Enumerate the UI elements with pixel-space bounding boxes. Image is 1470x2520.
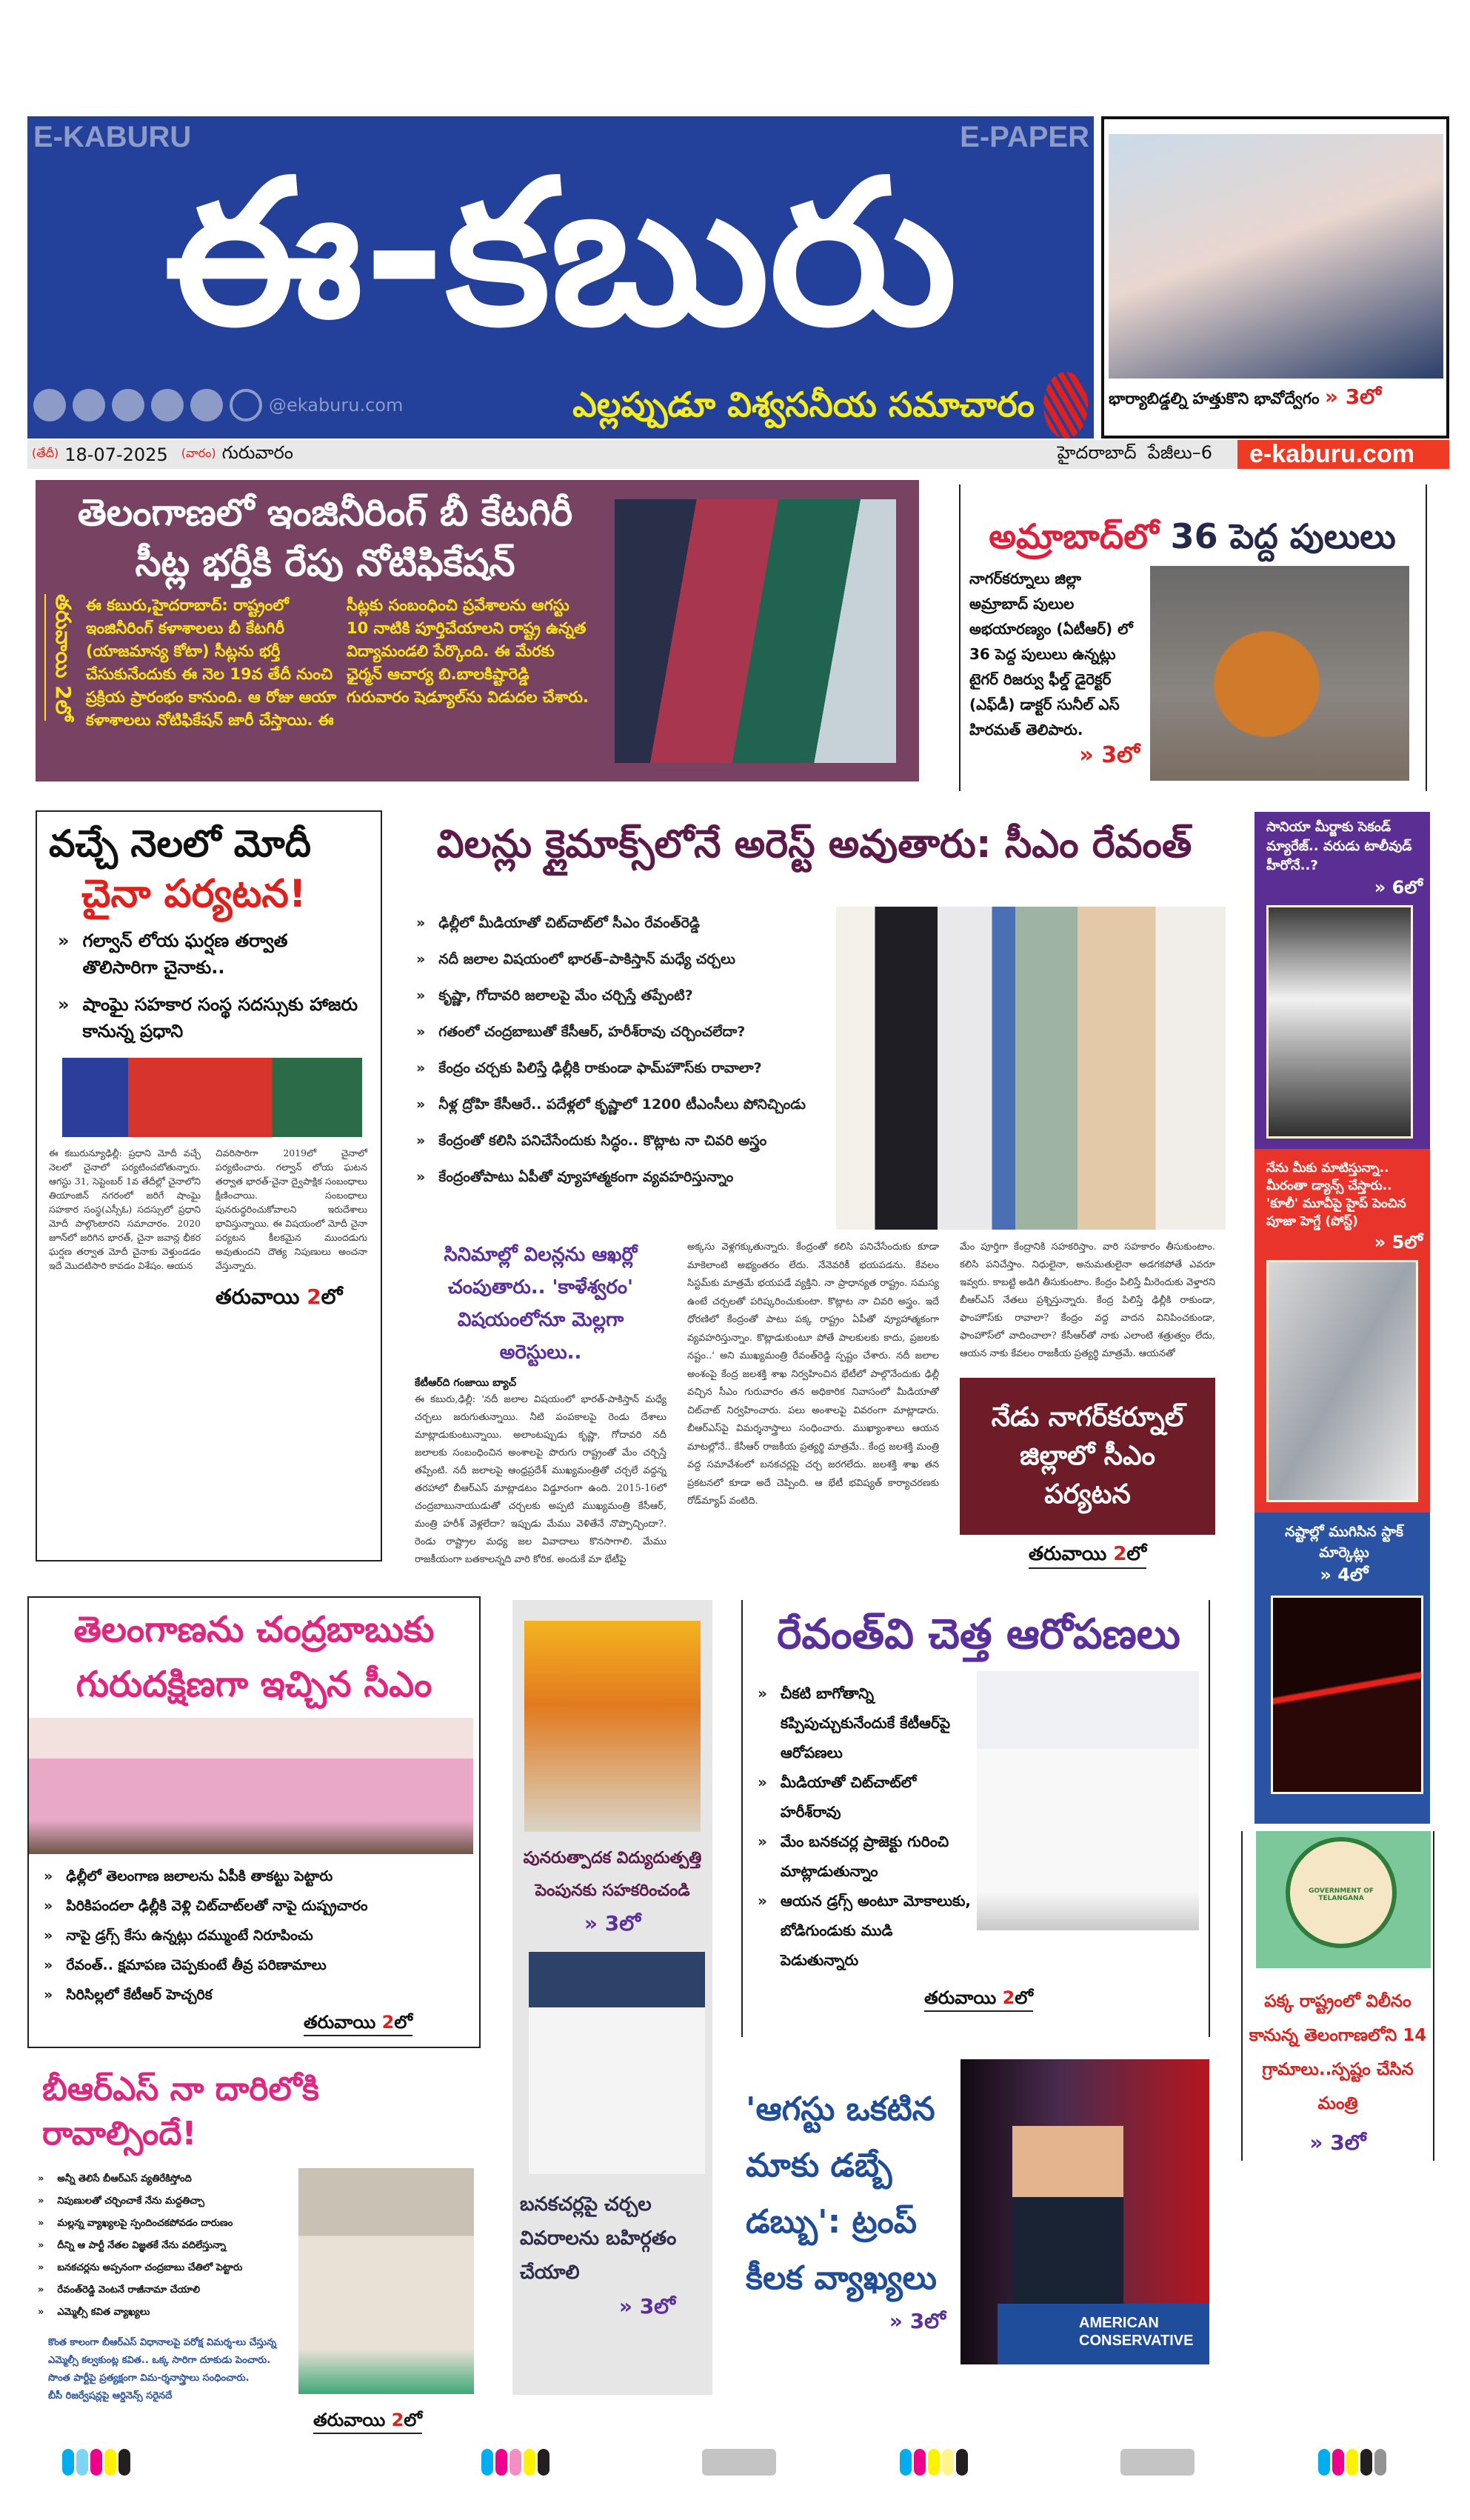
kavitha-continued: తరువాయి 2లో xyxy=(313,2407,422,2434)
bullet-item: » నిపుణులతో చర్చించాకే నేను మద్దతిచ్చా xyxy=(38,2196,205,2207)
day-label: (వారం) xyxy=(181,446,216,460)
top-photo-box xyxy=(1101,116,1449,439)
left-region xyxy=(27,810,1226,2434)
government-seal-icon: GOVERNMENT OF TELANGANA xyxy=(1286,1837,1397,1948)
globe-icon[interactable] xyxy=(230,389,262,421)
twitter-icon[interactable] xyxy=(73,389,105,421)
engineering-continued: తరువాయి 2లో xyxy=(44,594,77,721)
bullet-item: » బనకచర్లను అప్పనంగా చంద్రబాబు చేతిలో పెట్టారు xyxy=(38,2262,243,2273)
trump-more-link[interactable]: » 3లో xyxy=(889,2309,946,2333)
date-bar xyxy=(27,440,1449,469)
tigers-body: నాగర్‌కర్నూలు జిల్లా అమ్రాబాద్ పులుల అభయారణ్యం (ఏటీఆర్) లో 36 పెద్ద పులులు ఉన్నట్లు టైగర్ రిజర్వు ఫీల్డ్ డైరెక్టర్ (ఎఫ్‌డీ) డాక్టర్ సునీల్ ఎస్ హిరమత్ తెలిపారు. xyxy=(969,570,1133,739)
day: గురువారం xyxy=(221,441,293,463)
bullet-item: » కృష్ణా, గోదావరి జలాలపై మేం చర్చిస్తే తప్పేంటి? xyxy=(416,987,693,1004)
telangana-text: పక్క రాష్ట్రంలో విలీనం కానున్న తెలంగాణలోని 14 గ్రామాలు..స్పష్టం చేసిన మంత్రి xyxy=(1249,1992,1427,2113)
modi-continued: తరువాయి 2లో xyxy=(216,1284,343,1309)
tigers-story xyxy=(959,484,1427,791)
sanjay-story[interactable]: బనకచర్లపై చర్చల వివరాలను బహిర్గతం చేయాలి » 3లో xyxy=(520,2193,677,2319)
revanth-col1: ఈ కబురు,ఢిల్లీ: 'నదీ జలాల విషయంలో భారత్-పాకిస్తాన్ మధ్యే చర్చలు జరుగుతున్నాయి. నీటి పంపకాలపై రెండు దేశాలు మాట్లాడుకుంటున్నాయి. అలాంటప్పుడు కృష్ణా, గోదావరి నదీ జలాలకు సంబంధించిన అంశాలపై పొరుగు రాష్ట్రంతో మేం చర్చిస్తే తప్పేంటి. నదీ జలాలపై ఆంధ్రప్రదేశ్ ముఖ్యమంత్రితో చర్చలే వద్దన్న తరహాలో బీఆర్ఎస్ మాట్లాడటం విడ్డూరంగా ఉంది. 2015-16లో చంద్రబాబునాయుడుతో చర్చలకు అప్పటి ముఖ్యమంత్రి కేసీఆర్, మంత్రి హరీశ్ వెళ్లలేదా? ఇప్పుడు మేము వెళితేనే నొప్పొచ్చిందా?. రెండు రాష్ట్రాల మధ్య జల వివాదాలు కొనసాగాలి. మేము రాజకీయంగా బతకాలన్నది వారి కోరిక. అందుకే మా భేటీపై xyxy=(415,1394,666,1565)
date: 18-07-2025 xyxy=(64,444,168,465)
bullet-item: » నీళ్ల ద్రోహి కేసీఆరే.. పదేళ్లలో కృష్ణాలో 1200 టీఎంసీలు పోనిచ్చిండు xyxy=(416,1096,806,1113)
right-column xyxy=(1241,810,1434,2161)
bullet-item: » మీడియాతో చిట్‌చాట్‌లో హరీశ్‌రావు xyxy=(758,1773,917,1821)
top-photo-more-link[interactable]: » 3లో xyxy=(1324,384,1381,409)
youtube-icon[interactable] xyxy=(151,389,184,421)
instagram-icon[interactable] xyxy=(190,389,223,421)
telangana-story xyxy=(1241,1831,1434,2161)
harish-headline: రేవంత్‌వి చెత్త ఆరోపణలు xyxy=(777,1610,1180,1659)
telangana-more-link[interactable]: » 3లో xyxy=(1309,2130,1366,2155)
logo-swirl-icon xyxy=(1043,372,1088,439)
masthead-title: ఈ-కబురు xyxy=(164,136,958,370)
color-bar xyxy=(1318,2449,1389,2479)
color-bar xyxy=(900,2449,970,2479)
social-icons xyxy=(33,389,403,421)
sanjay-photo xyxy=(529,1952,705,2174)
modi-headline-1: వచ్చే నెలలో మోదీ xyxy=(49,822,312,865)
sidebar-item-market[interactable]: నష్టాల్లో ముగిసిన స్టాక్ మార్కెట్లు » 4లో xyxy=(1285,1524,1403,1585)
brand-en: E-KABURU xyxy=(33,121,192,153)
top-photo-caption: భార్యాబిడ్డల్ని హత్తుకొని భావోద్వేగం xyxy=(1109,390,1320,407)
color-bar xyxy=(481,2449,552,2479)
revanth-bullets xyxy=(403,907,830,1187)
revanth-kicker: కేటీఆర్‌ది గంజాయి బ్యాచ్ xyxy=(415,1377,517,1389)
sidebar-item-sania[interactable]: సానియా మీర్జాకు సెకండ్ మ్యారేజ్.. వరుడు టాలీవుడ్ హీరోనే..? » 6లో xyxy=(1266,819,1423,898)
color-bar xyxy=(62,2449,133,2479)
sidebar xyxy=(1254,812,1430,1824)
engineering-headline: తెలంగాణలో ఇంజినీరింగ్ బీ కేటగిరీ సీట్ల భర్తీకి రేపు నోటిఫికేషన్ xyxy=(77,491,573,584)
bullet-item: » నదీ జలాల విషయంలో భారత్–పాకిస్తాన్ మధ్యే చర్చలు xyxy=(416,951,736,967)
handle[interactable]: @ekaburu.com xyxy=(269,395,404,416)
bullet-item: » గల్వాన్ లోయ ఘర్షణ తర్వాత తొలిసారిగా చైనాకు.. xyxy=(58,930,288,978)
bullet-item: » చీకటి బాగోతాన్ని కప్పిపుచ్చుకునేందుకే కేటీఆర్‌పై ఆరోపణలు xyxy=(758,1684,951,1761)
gray-column xyxy=(512,1600,712,2395)
masthead-row xyxy=(27,116,1470,439)
kishan-story[interactable]: పునరుత్పాదక విద్యుదుత్పత్తి పెంపునకు సహకరించండి » 3లో xyxy=(523,1849,702,1936)
bullet-item: » ఢిల్లీలో తెలంగాణ జలాలను ఏపీకి తాకట్టు పెట్టారు xyxy=(44,1868,333,1884)
kishan-reddy-photo xyxy=(524,1621,701,1832)
gray-bar xyxy=(1120,2449,1195,2476)
bullet-item: » పిరికిపందలా ఢిల్లీకి వెళ్లి చిట్‌చాట్‌లతో నాపై దుష్ప్రచారం xyxy=(44,1898,368,1914)
bullet-item: » షాంఘై సహకార సంస్థ సదస్సుకు హాజరు కానున్న ప్రధాని xyxy=(58,994,358,1041)
revanth-story xyxy=(403,810,1226,1569)
bullet-item: » దీన్ని ఆ పార్టీ నేతల విజ్ఞతకే నేను వదిలేస్తున్నా xyxy=(38,2240,227,2251)
tagline: ఎల్లప్పుడూ విశ్వసనీయ సమాచారం xyxy=(572,384,1035,424)
ktr-meeting-photo xyxy=(29,1718,473,1854)
revanth-headline: విలన్లు క్లైమాక్స్‌లోనే అరెస్ట్ అవుతారు: సీఎం రేవంత్ xyxy=(436,822,1192,867)
tigers-more-link[interactable]: » 3లో xyxy=(1079,742,1140,768)
xi-modi-photo xyxy=(62,1058,362,1137)
modi-col1: ఈ కబురున్యూఢిల్లీ: ప్రధాని మోదీ వచ్చే నెలలో చైనాలో పర్యటించబోతున్నారు. ఆగస్టు 31, సెప్టెంబర్ 1వ తేదీల్లో చైనాలోని తియాంజిన్ నగరంలో జరిగే షాంఘై సహకార సంస్థ(ఎస్సీఓ) సదస్సులో ప్రధాని మోదీ పాల్గొంటారని సమాచారం. 2020 జూన్‌లో జరిగిన భారత్, చైనా జవాన్ల భీకర ఘర్షణ తర్వాత మోదీ చైనాకు వెళ్తుండడం ఇదే మొదటిసారి కావడం విశేషం. ఆయన xyxy=(49,1147,201,1271)
masthead xyxy=(27,116,1094,439)
tigers-headline-red: అమ్రాబాద్‌లో xyxy=(989,516,1159,556)
bullet-item: » అన్నీ తెలిసే బీఆర్ఎస్ వ్యతిరేకిస్తోంది xyxy=(38,2173,192,2184)
cbn-headline: తెలంగాణను చంద్రబాబుకు గురుదక్షిణగా ఇచ్చిన సీఎం xyxy=(73,1609,435,1705)
kavitha-story xyxy=(27,2067,484,2434)
kavitha-intro: కొంత కాలంగా బీఆర్ఎస్ విధానాలపై పరోక్ష విమర్శ-లు చేస్తున్న ఎమ్మెల్సీ కల్వకుంట్ల కవిత.. ఒక్క సారిగా దూకుడు పెంచారు. సొంత పార్టీపై ప్రత్యక్షంగా విమ-ర్శనాస్త్రాలు సంధించారు. బీసీ రిజర్వేషన్లపై ఆర్డినెన్స్ సరైనదే xyxy=(48,2337,277,2401)
revanth-col3: మేం పూర్తిగా కేంద్రానికి సహకరిస్తాం. వారి సహకారం తీసుకుంటాం. కలిసి పనిచేస్తాం. నిధులైనా, అనుమతులైనా అడగకపోతే ఎవరూ ఇవ్వరు. కాబట్టి అడిగి తీసుకుంటాం. కేంద్రం పిలిస్తే మీరెందుకు వెళ్తారని బీఆర్ఎస్ నేతలు ప్రశ్నిస్తున్నారు. కేంద్ర పిలిస్తే ఢిల్లీకి రాకుండా, ఫాంహౌస్‌కు రావాలా? కేంద్రం వద్ద వాదన వినిపించకుండా, ఫాంహౌస్‌లో వాదించాలా? కేసీఆర్‌తో నాకు ఎలాంటి శత్రుత్వం లేదు, ఆయన నాకు కేవలం రాజకీయ ప్రత్యర్థి మాత్రమే. ఆయనతో xyxy=(960,1241,1215,1359)
sidebar-item-pooja[interactable]: నేను మీకు మాటిస్తున్నా.. మీరంతా డ్యాన్స్ చేస్తారు.. 'కూలీ' మూవీపై హైప్ పెంచిన పూజా హెగ్డే (పోస్ట్) » 5లో xyxy=(1266,1161,1423,1253)
revanth-continued: తరువాయి 2లో xyxy=(1029,1541,1146,1569)
kavitha-headline: బీఆర్ఎస్ నా దారిలోకి రావాల్సిందే! xyxy=(42,2070,319,2153)
row-d xyxy=(27,810,1226,1569)
modi-bullets xyxy=(49,927,369,1044)
bullet-item: » కేంద్రంతో కలిసి పనిచేసేందుకు సిద్ధం.. కొట్లాట నా చివరి అస్త్రం xyxy=(416,1133,767,1149)
harish-story xyxy=(741,1600,1210,2037)
bullet-item: » మేం బనకచర్ల ప్రాజెక్టు గురించి మాట్లాడుతున్నాం xyxy=(758,1833,949,1880)
couple-photo xyxy=(1109,134,1443,379)
modi-story xyxy=(36,810,382,1561)
podium: AMERICAN CONSERVATIVE xyxy=(998,2304,1209,2364)
harish-continued: తరువాయి 2లో xyxy=(924,1985,1033,2012)
kavitha-bullets xyxy=(27,2168,291,2324)
cbn-continued: తరువాయి 2లో xyxy=(304,2010,412,2036)
whatsapp-icon[interactable] xyxy=(33,389,66,421)
row-c xyxy=(36,480,1470,791)
edition-label: E-PAPER xyxy=(960,121,1089,153)
bullet-item: » రేవంత్‌రెడ్డి వెంటనే రాజీనామా చేయాలి xyxy=(38,2284,200,2296)
bullet-item: » నాపై డ్రగ్స్ కేసు ఉన్నట్లు దమ్ముంటే నిరూపించు xyxy=(44,1927,313,1944)
revanth-meeting-photo xyxy=(836,907,1226,1230)
bullet-item: » రేవంత్.. క్షమాపణ చెప్పకుంటే తీవ్ర పరిణామాలు xyxy=(44,1957,327,1973)
cbn-story xyxy=(27,1596,481,2048)
main-body xyxy=(27,810,1470,2434)
nagarkurnool-promo[interactable]: నేడు నాగర్‌కర్నూల్ జిల్లాలో సీఎం పర్యటన xyxy=(960,1378,1215,1535)
row-e xyxy=(27,1596,1226,2434)
modi-col2: చివరిసారిగా 2019లో చైనాలో పర్యటించారు. గల్వాన్ లోయ ఘటన తర్వాత భారత్-చైనా ద్వైపాక్షిక సంబంధాలు క్షీణించాయి. సంబంధాలు పునరుద్ధరించుకోవాలని ఇరుదేశాలు భావిస్తున్నాయి. ఈ విషయంలో మోదీ చైనా పర్యటన కీలకమైన ముందడుగు అవుతుందని దౌత్య నిపుణులు అంచనా వేస్తున్నారు. xyxy=(216,1147,367,1271)
bullet-item: » గతంలో చంద్రబాబుతో కేసీఆర్, హరీశ్‌రావు చర్చించలేదా? xyxy=(416,1024,746,1040)
date-label: (తేదీ) xyxy=(32,446,59,460)
bullet-item: » కేంద్రంతోపాటు ఏపీతో వ్యూహాత్మకంగా వ్యవహరిస్తున్నాం xyxy=(416,1169,734,1185)
cbn-bullets xyxy=(29,1854,479,2010)
tigers-headline: 36 పెద్ద పులులు xyxy=(1170,516,1396,556)
revanth-col2: అక్కసు వెళ్లగక్కుతున్నారు. కేంద్రంతో కలిసి పనిచేసేందుకు కూడా మాకెలాంటి అభ్యంతరం లేదు. నేనెవరికీ భయపడను. కేవలం సిస్టమ్‌కు మాత్రమే భయపడే వ్యక్తిని. నా ప్రాధాన్యత రాష్ట్రం. సమస్య ఉంటే చర్చలతో పరిష్కరించుకుంటా. కొట్లాట నా చివరి అస్త్రం. ఇదే ధోరణిలో కేంద్రంతో పాటు పక్క రాష్ట్రం ఏపీతో వ్యూహాత్మకంగా వ్యవహరిస్తున్నాం. కొట్లాడుకుంటూ పోతే పాలకులకు కాదు, ప్రజలకు నష్టం..' అని ముఖ్యమంత్రి రేవంత్‌రెడ్డి స్పష్టం చేశారు. నదీ జలాల అంశంపై కేంద్ర జలశక్తి శాఖ నిర్వహించిన భేటీలో పాల్గొనేందుకు ఢిల్లీ వచ్చిన సీఎం గురువారం తన అధికారిక నివాసంలో మీడియాతో చిట్‌చాట్ నిర్వహించారు. పలు అంశాలపై వివరంగా మాట్లాడారు. బీఆర్ఎస్‌పై విమర్శనాస్త్రాలు సంధించారు. ముఖ్యాంశాలు ఆయన మాటల్లోనే.. కేసీఆర్ రాజకీయ ప్రత్యర్థి మాత్రమే.. కేంద్ర జలశక్తి మంత్రి వద్ద సమావేశంలో బనకచర్లపై చర్చ జరగలేదు. జలశక్తి శాఖ తన ప్రకటనలో కూడా అదే చెప్పింది. ఆ భేటీ భవిష్యత్ కార్యాచరణకు రోడ్‌మ్యాప్ వంటిది. xyxy=(687,1241,939,1507)
tiger-photo xyxy=(1150,566,1409,781)
trump-headline: 'ఆగస్టు ఒకటిన మాకు డబ్బే డబ్బు': ట్రంప్ కీలక వ్యాఖ్యలు xyxy=(746,2090,938,2297)
registration-bars xyxy=(0,2449,1470,2493)
sania-photo xyxy=(1266,905,1413,1139)
harish-bullets xyxy=(758,1671,972,1975)
city-page: హైదరాబాద్ పేజీలు–6 xyxy=(1057,441,1212,463)
bullet-item: » సిరిసిల్లలో కేటీఆర్ హెచ్చరిక xyxy=(44,1987,213,2003)
gray-bar xyxy=(702,2449,776,2476)
engineering-col2: సీట్లకు సంబంధించి ప్రవేశాలను ఆగస్టు 10 నాటికి పూర్తిచేయాలని రాష్ట్ర ఉన్నత విద్యామండలి పేర్కొంది. ఈ మేరకు ఛైర్మన్ ఆచార్య బి.బాలకిష్టారెడ్డి గురువారం షెడ్యూల్‌ను విడుదల చేశారు. xyxy=(347,596,589,706)
engineering-story xyxy=(36,480,919,781)
trump-photo xyxy=(960,2059,1209,2364)
site-link[interactable]: e-kaburu.com xyxy=(1237,440,1449,469)
modi-headline-2: చైనా పర్యటన! xyxy=(81,872,307,916)
bullet-item: » ఢిల్లీలో మీడియాతో చిట్‌చాట్‌లో సీఎం రేవంత్‌రెడ్డి xyxy=(416,915,700,931)
revanth-subhead: సినిమాల్లో విలన్లను ఆఖర్లో చంపుతారు.. 'కాళేశ్వరం' విషయంలోనూ మెల్లగా అరెస్టులు.. xyxy=(444,1244,638,1364)
stock-chart-photo xyxy=(1271,1596,1423,1794)
bullet-item: » ఆయన డ్రగ్స్ అంటూ మోకాలుకు, బోడిగుండుకు ముడి పెడుతున్నారు xyxy=(758,1892,971,1969)
pooja-photo xyxy=(1266,1260,1418,1502)
facebook-icon[interactable] xyxy=(112,389,144,421)
harish-photo xyxy=(977,1671,1199,1930)
trump-story xyxy=(741,2059,1226,2364)
bullet-item: » కేంద్రం చర్చకు పిలిస్తే ఢిల్లీకి రాకుండా ఫామ్‌హౌస్‌కు రావాలా? xyxy=(416,1060,762,1076)
bullet-item: » మల్లన్న వ్యాఖ్యలపై స్పందించకపోవడం దారుణం xyxy=(38,2218,233,2229)
bullet-item: » ఎమ్మెల్సీ కవిత వ్యాఖ్యలు xyxy=(38,2307,150,2318)
telangana-map-seal xyxy=(1256,1831,1431,1968)
students-photo xyxy=(615,499,896,763)
engineering-col1: ఈ కబురు,హైదరాబాద్: రాష్ట్రంలో ఇంజినీరింగ్ కళాశాలలు బీ కేటగిరీ (యాజమాన్య కోటా) సీట్లను భర్తీ చేసుకునేందుకు ఈ నెల 19వ తేదీ నుంచి ప్రక్రియ ప్రారంభం కానుంది. ఆ రోజు ఆయా కళాశాలలు నోటిఫికేషన్ జారీ చేస్తాయి. ఈ xyxy=(86,596,337,729)
kavitha-photo xyxy=(298,2168,474,2394)
